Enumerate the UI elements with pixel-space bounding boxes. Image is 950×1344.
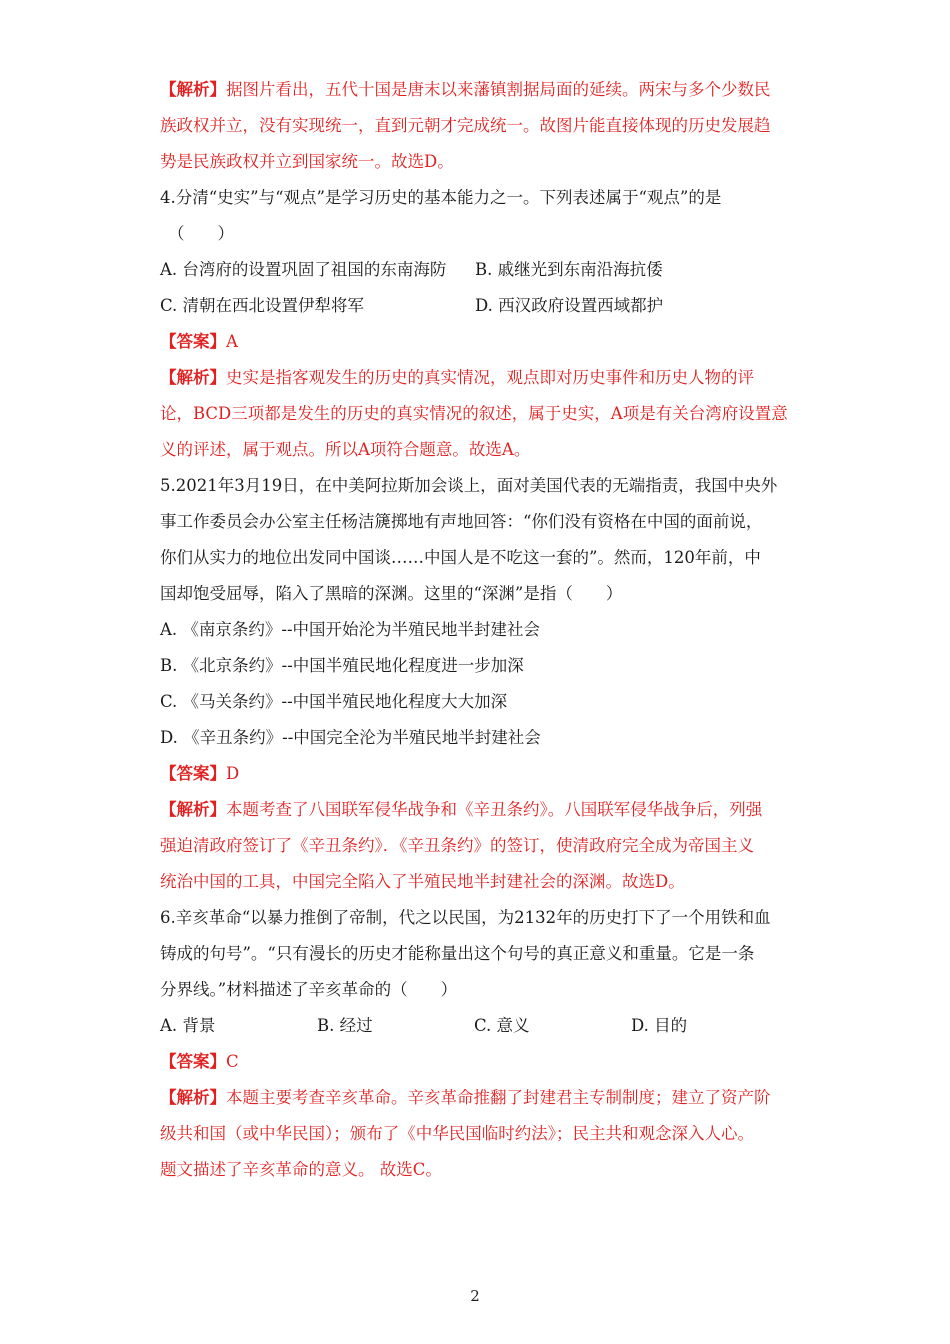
option-a: A. 《南京条约》--中国开始沦为半殖民地半封建社会 [160,620,541,639]
q4-options-row-1 [160,252,790,288]
option-d: D. 《辛丑条约》--中国完全沦为半殖民地半封建社会 [160,728,541,747]
question-6 [160,900,790,1008]
option-c: C. 清朝在西北设置伊犁将军 [160,296,365,315]
q5-analysis [160,792,790,900]
question-line: 5.2021年3月19日，在中美阿拉斯加会谈上，面对美国代表的无端指责，我国中央外 [160,476,778,495]
analysis-q3 [160,72,790,180]
q4-answer [160,324,790,360]
q4-analysis [160,360,790,468]
answer-tag: 【答案】 [160,1052,226,1071]
option-b: B. 《北京条约》--中国半殖民地化程度进一步加深 [160,656,524,675]
q6-answer [160,1044,790,1080]
analysis-line: 论，BCD三项都是发生的历史的真实情况的叙述，属于史实，A项是有关台湾府设置意 [160,404,788,423]
option-b: B. 经过 [317,1016,373,1035]
analysis-line: 义的评述，属于观点。所以A项符合题意。故选A。 [160,440,531,459]
option-b: B. 戚继光到东南沿海抗倭 [475,260,663,279]
analysis-line: 族政权并立，没有实现统一，直到元朝才完成统一。故图片能直接体现的历史发展趋 [160,116,771,135]
answer-value: D [226,764,240,783]
question-line: 事工作委员会办公室主任杨洁篪掷地有声地回答：“你们没有资格在中国的面前说， [160,512,763,531]
answer-value: C [226,1052,239,1071]
page-content [160,72,790,1188]
analysis-line: 本题主要考查辛亥革命。辛亥革命推翻了封建君主专制制度；建立了资产阶 [226,1088,771,1107]
answer-tag: 【答案】 [160,332,226,351]
option-a: A. 背景 [160,1016,216,1035]
q6-options-row [160,1008,790,1044]
option-a: A. 台湾府的设置巩固了祖国的东南海防 [160,260,447,279]
question-4 [160,180,790,252]
answer-value: A [226,332,238,351]
analysis-line: 题文描述了辛亥革命的意义。 故选C。 [160,1160,442,1179]
q5-answer [160,756,790,792]
answer-tag: 【答案】 [160,764,226,783]
question-line: 分界线。”材料描述了辛亥革命的（ ） [160,980,458,999]
question-line: 你们从实力的地位出发同中国谈……中国人是不吃这一套的”。然而，120年前，中 [160,548,761,567]
analysis-line: 史实是指客观发生的历史的真实情况，观点即对历史事件和历史人物的评 [226,368,754,387]
q6-analysis [160,1080,790,1188]
analysis-line: 势是民族政权并立到国家统一。故选D。 [160,152,454,171]
analysis-line: 统治中国的工具，中国完全陷入了半殖民地半封建社会的深渊。故选D。 [160,872,685,891]
analysis-line: 级共和国（或中华民国）；颁布了《中华民国临时约法》；民主共和观念深入人心。 [160,1124,754,1143]
analysis-tag: 【解析】 [160,800,226,819]
question-line: 国却饱受屈辱，陷入了黑暗的深渊。这里的“深渊”是指（ ） [160,584,623,603]
analysis-line: 强迫清政府签订了《辛丑条约》．《辛丑条约》的签订，使清政府完全成为帝国主义 [160,836,754,855]
page-number: 2 [470,1287,480,1305]
analysis-tag: 【解析】 [160,80,226,99]
question-line: 4.分清“史实”与“观点”是学习历史的基本能力之一。下列表述属于“观点”的是 [160,188,722,207]
question-line: 6.辛亥革命“以暴力推倒了帝制，代之以民国，为2132年的历史打下了一个用铁和血 [160,908,771,927]
question-5 [160,468,790,612]
analysis-line: 本题考查了八国联军侵华战争和《辛丑条约》。八国联军侵华战争后，列强 [226,800,763,819]
question-line: 铸成的句号”。“只有漫长的历史才能称量出这个句号的真正意义和重量。它是一条 [160,944,755,963]
question-line: （ ） [168,224,234,243]
q4-options-row-2 [160,288,790,324]
option-c: C. 意义 [474,1016,530,1035]
option-d: D. 目的 [631,1016,688,1035]
analysis-tag: 【解析】 [160,368,226,387]
analysis-line: 据图片看出，五代十国是唐末以来藩镇割据局面的延续。两宋与多个少数民 [226,80,771,99]
option-c: C. 《马关条约》--中国半殖民地化程度大大加深 [160,692,508,711]
option-d: D. 西汉政府设置西域都护 [475,296,664,315]
analysis-tag: 【解析】 [160,1088,226,1107]
